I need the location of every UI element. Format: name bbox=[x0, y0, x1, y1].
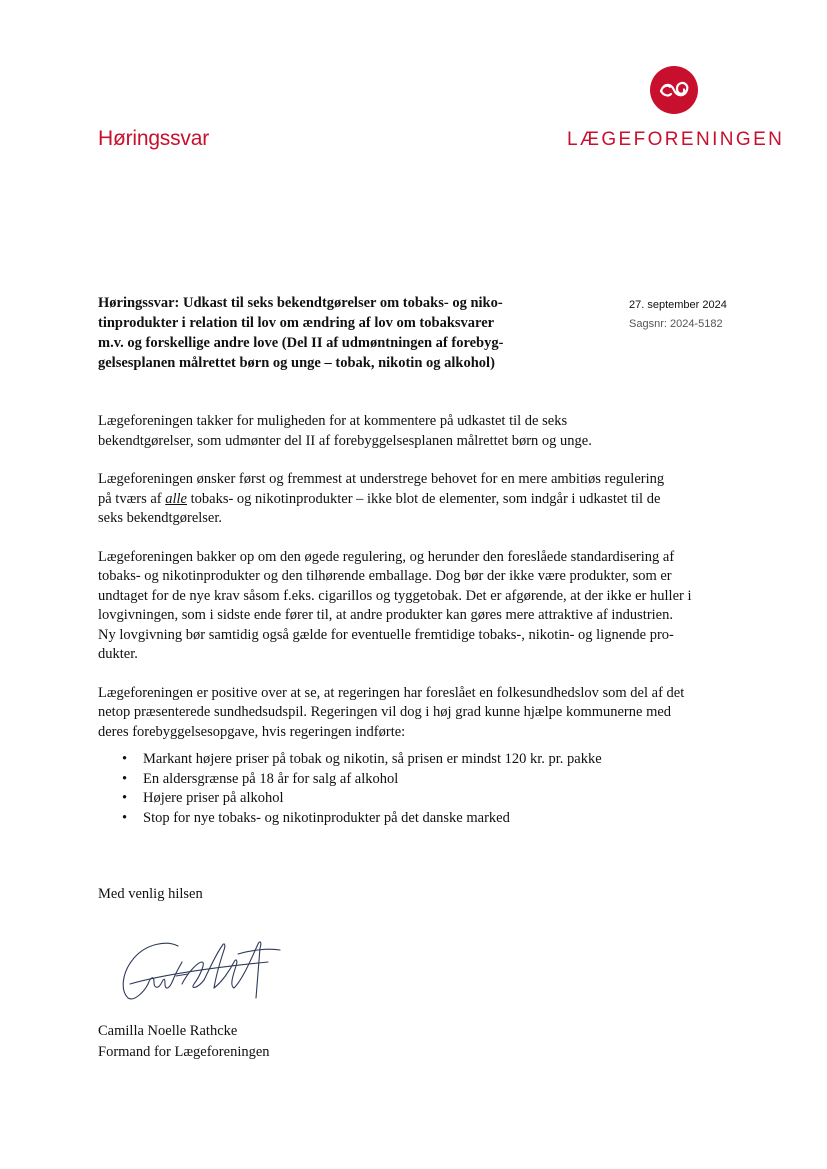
paragraph-line: bekendtgørelser, som udmønter del II af forebyggelsesplanen målrettet børn og unge. bbox=[98, 432, 592, 449]
subject-line: tinprodukter i relation til lov om ændring af lov om tobaksvarer bbox=[98, 315, 495, 331]
document-type-heading: Høringssvar bbox=[98, 127, 209, 150]
bullet-text: Markant højere priser på tobak og nikotin, så prisen er mindst 120 kr. pr. pakke bbox=[143, 751, 602, 767]
paragraph-line: seks bekendtgørelser. bbox=[98, 510, 223, 526]
letter-body bbox=[98, 412, 738, 828]
paragraph-line bbox=[98, 490, 738, 510]
signer-block bbox=[98, 1021, 270, 1062]
subject-line: Høringssvar: Udkast til seks bekendtgørelser om tobaks- og niko- bbox=[98, 295, 503, 311]
paragraph-line: netop præsenterede sundhedsudspil. Regeringen vil dog i høj grad kunne hjælpe kommunerne med bbox=[98, 704, 672, 720]
bullet-icon: • bbox=[122, 809, 128, 826]
signer-name: Camilla Noelle Rathcke bbox=[98, 1023, 238, 1039]
subject-line: gelsesplanen målrettet børn og unge – tobak, nikotin og alkohol) bbox=[98, 355, 495, 371]
paragraph-line: undtaget for de nye krav såsom f.eks. cigarillos og tyggetobak. Det er afgørende, at der ikke er huller i bbox=[98, 587, 692, 604]
bullet-text: Stop for nye tobaks- og nikotinprodukter på det danske marked bbox=[143, 809, 510, 826]
text-segment: tobaks- og nikotinprodukter – ikke blot de elementer, som indgår i udkastet til de bbox=[187, 490, 661, 507]
paragraph-line: Lægeforeningen er positive over at se, at regeringen har foreslået en folkesundhedslov som del af det bbox=[98, 684, 685, 701]
paragraph-intro bbox=[98, 412, 738, 451]
paragraph-line: Lægeforeningen takker for muligheden for at kommentere på udkastet til de seks bbox=[98, 413, 568, 429]
paragraph-line: dukter. bbox=[98, 646, 138, 662]
handwritten-signature-icon bbox=[118, 932, 298, 1006]
subject-line: m.v. og forskellige andre love (Del II af udmøntningen af forebyg- bbox=[98, 335, 504, 351]
paragraph-line: lovgivningen, som i sidste ende fører til, at andre produkter kan gøres mere attraktive af industrien. bbox=[98, 607, 673, 623]
bullet-icon: • bbox=[122, 751, 128, 767]
laegeforeningen-logo-icon bbox=[650, 66, 698, 114]
paragraph-line: tobaks- og nikotinprodukter og den tilhørende emballage. Dog bør der ikke være produkter, som er bbox=[98, 568, 672, 584]
recommendation-list bbox=[98, 750, 738, 828]
bullet-icon: • bbox=[122, 770, 128, 787]
paragraph-line: deres forebyggelsesopgave, hvis regeringen indførte: bbox=[98, 723, 406, 740]
logo-wordmark: LÆGEFORENINGEN bbox=[567, 129, 785, 150]
closing-greeting: Med venlig hilsen bbox=[98, 886, 203, 902]
list-item bbox=[98, 770, 738, 790]
list-item bbox=[98, 789, 738, 809]
emphasis-all: alle bbox=[165, 490, 187, 507]
signer-title: Formand for Lægeforeningen bbox=[98, 1043, 270, 1060]
paragraph-line: Ny lovgivning bør samtidig også gælde for eventuelle fremtidige tobaks-, nikotin- og lignende pro- bbox=[98, 626, 674, 643]
paragraph-public-health bbox=[98, 684, 738, 743]
paragraph-line: Lægeforeningen bakker op om den øgede regulering, og herunder den foreslåede standardisering af bbox=[98, 548, 675, 565]
case-number: Sagsnr: 2024-5182 bbox=[629, 318, 723, 330]
bullet-icon: • bbox=[122, 790, 128, 806]
subject-heading bbox=[98, 293, 538, 373]
bullet-text: Højere priser på alkohol bbox=[143, 790, 284, 806]
paragraph-ambition bbox=[98, 470, 738, 529]
document-meta bbox=[629, 296, 727, 334]
list-item bbox=[98, 809, 738, 829]
text-segment: på tværs af bbox=[98, 490, 166, 507]
list-item bbox=[98, 750, 738, 770]
paragraph-regulation bbox=[98, 548, 738, 665]
paragraph-line: Lægeforeningen ønsker først og fremmest at understrege behovet for en mere ambitiøs regulering bbox=[98, 471, 665, 487]
bullet-text: En aldersgrænse på 18 år for salg af alkohol bbox=[143, 770, 399, 787]
document-date: 27. september 2024 bbox=[629, 299, 727, 311]
